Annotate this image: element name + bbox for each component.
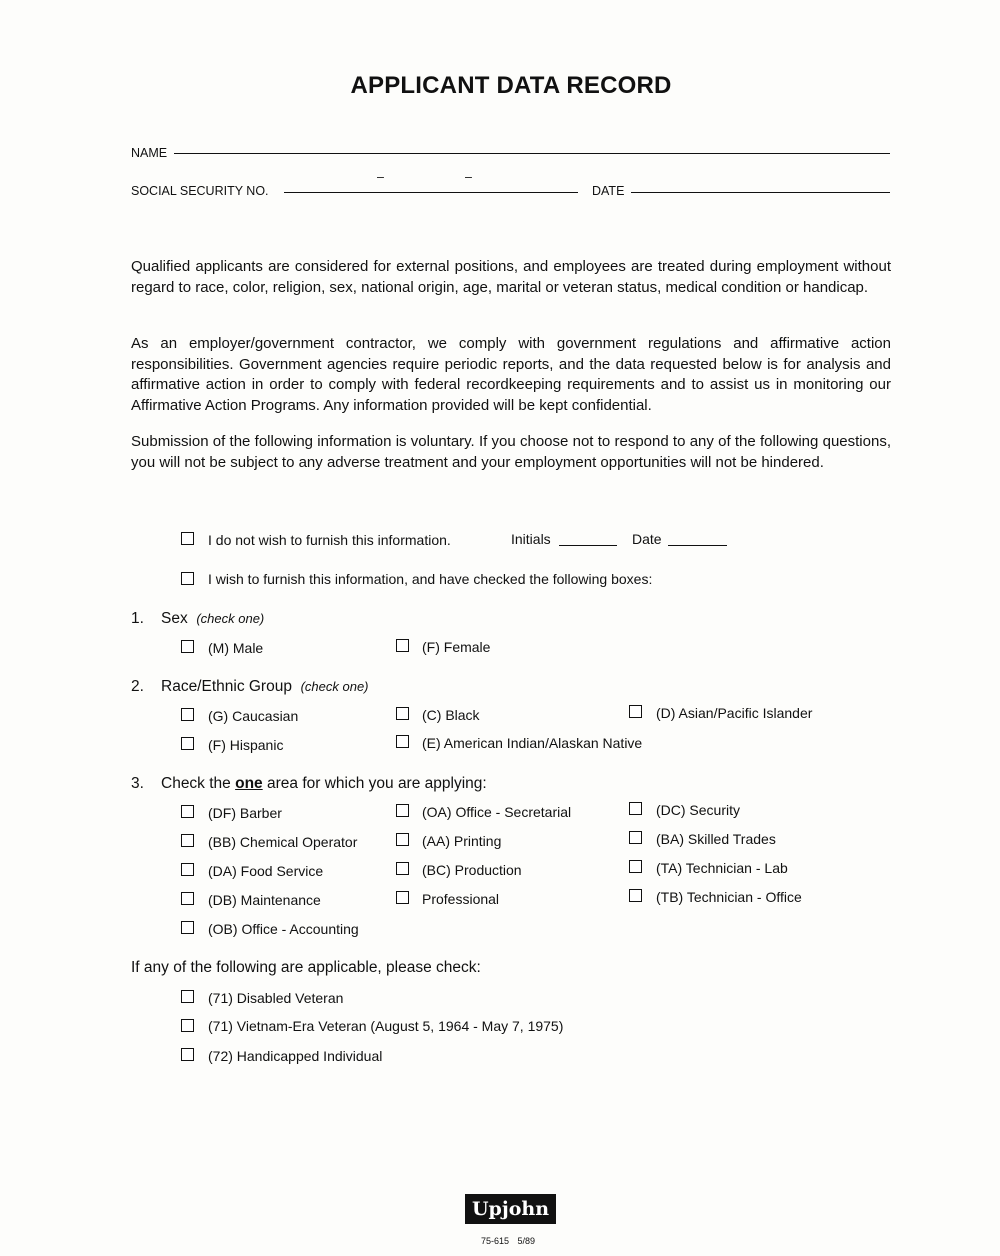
area-technician-lab-checkbox[interactable] xyxy=(629,860,642,873)
race-black-checkbox[interactable] xyxy=(396,707,409,720)
page-title: APPLICANT DATA RECORD xyxy=(350,72,672,99)
ssn-separator: – xyxy=(465,170,472,184)
area-food-service-label: (DA) Food Service xyxy=(208,863,324,879)
area-printing-checkbox[interactable] xyxy=(396,833,409,846)
form-date: 5/89 xyxy=(517,1236,536,1246)
name-label: NAME xyxy=(131,146,168,160)
q1-hint: (check one) xyxy=(196,611,265,626)
sex-female-label: (F) Female xyxy=(422,639,491,655)
vietnam-veteran-checkbox[interactable] xyxy=(181,1019,194,1032)
race-asian-checkbox[interactable] xyxy=(629,705,642,718)
date-label: DATE xyxy=(592,184,625,198)
ssn-separator: – xyxy=(377,170,384,184)
race-asian-label: (D) Asian/Pacific Islander xyxy=(656,705,813,721)
race-caucasian-checkbox[interactable] xyxy=(181,708,194,721)
q2-label xyxy=(161,678,369,696)
sex-female-checkbox[interactable] xyxy=(396,639,409,652)
area-professional-checkbox[interactable] xyxy=(396,891,409,904)
area-office-secretarial-checkbox[interactable] xyxy=(396,804,409,817)
q2-label-text: Race/Ethnic Group xyxy=(161,678,292,695)
area-food-service-checkbox[interactable] xyxy=(181,863,194,876)
area-chemical-operator-label: (BB) Chemical Operator xyxy=(208,834,358,850)
area-technician-lab-label: (TA) Technician - Lab xyxy=(656,860,788,876)
voluntary-statement: Submission of the following information is voluntary. If you choose not to respond to any of the following questions, you will not be subject to any adverse treatment and your employment opportunities will not be hindered. xyxy=(131,433,891,471)
race-hispanic-label: (F) Hispanic xyxy=(208,737,284,753)
area-technician-office-checkbox[interactable] xyxy=(629,889,642,902)
name-field[interactable] xyxy=(174,153,890,154)
consent-date-label: Date xyxy=(632,531,662,547)
q3-label xyxy=(161,775,487,793)
race-american-indian-checkbox[interactable] xyxy=(396,735,409,748)
q1-label-text: Sex xyxy=(161,610,188,627)
q1-label xyxy=(161,610,264,628)
area-barber-label: (DF) Barber xyxy=(208,805,282,821)
q4-label: If any of the following are applicable, please check: xyxy=(131,959,481,976)
q2-number: 2. xyxy=(131,678,144,695)
area-skilled-trades-label: (BA) Skilled Trades xyxy=(656,831,776,847)
ssn-label: SOCIAL SECURITY NO. xyxy=(131,184,269,198)
area-office-accounting-checkbox[interactable] xyxy=(181,921,194,934)
consent-date-field[interactable] xyxy=(668,545,727,546)
area-office-accounting-label: (OB) Office - Accounting xyxy=(208,921,359,937)
ssn-field[interactable] xyxy=(284,192,578,193)
date-field[interactable] xyxy=(631,192,890,193)
area-security-label: (DC) Security xyxy=(656,802,741,818)
handicapped-label: (72) Handicapped Individual xyxy=(208,1048,383,1064)
form-number-text: 75-615 xyxy=(480,1236,509,1246)
area-printing-label: (AA) Printing xyxy=(422,833,502,849)
sex-male-checkbox[interactable] xyxy=(181,640,194,653)
area-skilled-trades-checkbox[interactable] xyxy=(629,831,642,844)
decline-checkbox[interactable] xyxy=(181,532,194,545)
area-office-secretarial-label: (OA) Office - Secretarial xyxy=(422,804,572,820)
area-production-checkbox[interactable] xyxy=(396,862,409,875)
q3-label-post: area for which you are applying: xyxy=(266,775,487,792)
q1-number: 1. xyxy=(131,610,144,627)
initials-field[interactable] xyxy=(559,545,617,546)
race-black-label: (C) Black xyxy=(422,707,480,723)
disabled-veteran-label: (71) Disabled Veteran xyxy=(208,990,344,1006)
accept-label: I wish to furnish this information, and have checked the following boxes: xyxy=(208,571,653,587)
area-security-checkbox[interactable] xyxy=(629,802,642,815)
q3-label-pre: Check the xyxy=(161,775,231,792)
race-hispanic-checkbox[interactable] xyxy=(181,737,194,750)
area-professional-label: Professional xyxy=(422,891,500,907)
area-chemical-operator-checkbox[interactable] xyxy=(181,834,194,847)
area-production-label: (BC) Production xyxy=(422,862,522,878)
handicapped-checkbox[interactable] xyxy=(181,1048,194,1061)
race-american-indian-label: (E) American Indian/Alaskan Native xyxy=(422,735,643,751)
decline-label: I do not wish to furnish this information. xyxy=(208,532,451,548)
race-caucasian-label: (G) Caucasian xyxy=(208,708,299,724)
area-barber-checkbox[interactable] xyxy=(181,805,194,818)
accept-checkbox[interactable] xyxy=(181,572,194,585)
upjohn-logo: Upjohn xyxy=(465,1194,556,1224)
affirmative-action-statement: As an employer/government contractor, we comply with government regulations and affirmative action responsibilities. Government agencies require periodic reports, and the data requested below is for analysis and affirmative action in order to comply with federal recordkeeping requirements and to assist us in monitoring our Affirmative Action Programs. Any information provided will be kept confidential. xyxy=(131,335,891,414)
area-maintenance-label: (DB) Maintenance xyxy=(208,892,321,908)
vietnam-veteran-label: (71) Vietnam-Era Veteran (August 5, 1964 - May 7, 1975) xyxy=(208,1018,564,1034)
eeo-statement: Qualified applicants are considered for external positions, and employees are treated during employment without regard to race, color, religion, sex, national origin, age, marital or veteran status, medical condition or handicap. xyxy=(131,258,891,296)
q3-number: 3. xyxy=(131,775,144,792)
disabled-veteran-checkbox[interactable] xyxy=(181,990,194,1003)
area-maintenance-checkbox[interactable] xyxy=(181,892,194,905)
initials-label: Initials xyxy=(511,531,551,547)
q2-hint: (check one) xyxy=(300,679,369,694)
form-number xyxy=(448,1236,568,1246)
q3-label-emphasis: one xyxy=(235,775,263,792)
sex-male-label: (M) Male xyxy=(208,640,264,656)
area-technician-office-label: (TB) Technician - Office xyxy=(656,889,802,905)
